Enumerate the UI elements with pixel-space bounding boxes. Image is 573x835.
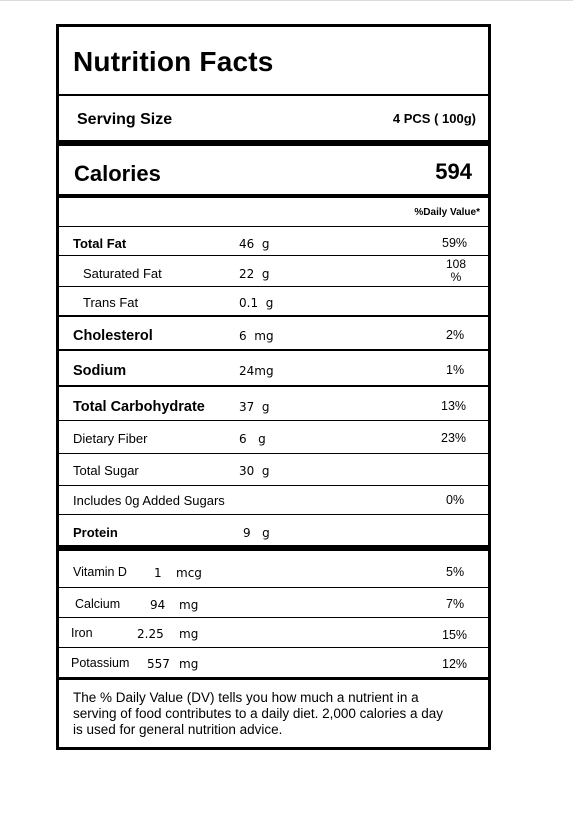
nutrient-name: Protein	[73, 525, 118, 540]
nutrient-dv: 2%	[446, 328, 465, 342]
divider	[59, 286, 488, 287]
divider	[59, 617, 488, 618]
nutrient-dv: 0%	[446, 493, 465, 507]
nutrient-amount: 24mg	[239, 364, 274, 378]
divider	[59, 315, 488, 317]
nutrient-amount: 9 g	[243, 526, 270, 540]
vitamin-amount: 557	[147, 657, 170, 671]
nutrient-dv: 1%	[446, 363, 465, 377]
nutrition-facts-label	[56, 24, 491, 750]
vitamin-amount: 2.25	[137, 627, 164, 641]
divider	[59, 647, 488, 648]
nutrient-amount: 22 g	[239, 267, 270, 281]
vitamin-name: Vitamin D	[73, 565, 127, 579]
divider	[59, 453, 488, 454]
vitamin-dv: 5%	[446, 565, 465, 579]
vitamin-unit: mg	[179, 627, 199, 641]
divider	[59, 420, 488, 421]
nutrient-dv: 108 %	[445, 257, 467, 284]
vitamin-amount: 1	[154, 566, 162, 580]
nutrient-name: Dietary Fiber	[73, 431, 148, 446]
vitamin-dv: 15%	[442, 628, 468, 642]
nutrient-name: Total Sugar	[73, 463, 139, 478]
nutrient-name: Includes 0g Added Sugars	[73, 493, 225, 508]
divider	[59, 349, 488, 351]
divider	[59, 255, 488, 256]
top-edge-line	[0, 0, 573, 1]
divider	[59, 385, 488, 387]
nutrient-amount: 30 g	[239, 464, 270, 478]
vitamin-dv: 12%	[442, 657, 468, 671]
vitamin-name: Potassium	[71, 656, 130, 670]
nutrient-amount: 46 g	[239, 237, 270, 251]
nutrient-name: Total Fat	[73, 236, 127, 251]
thick-divider	[59, 140, 488, 146]
divider	[59, 94, 488, 96]
divider	[59, 587, 488, 588]
nutrient-name: Trans Fat	[83, 295, 139, 310]
nutrient-name: Total Carbohydrate	[73, 399, 205, 415]
vitamin-unit: mg	[179, 598, 199, 612]
divider	[59, 514, 488, 515]
vitamin-unit: mg	[179, 657, 199, 671]
divider	[59, 485, 488, 486]
nutrient-name: Cholesterol	[73, 328, 153, 344]
vitamin-unit: mcg	[176, 566, 202, 580]
thick-divider	[59, 545, 488, 551]
daily-value-header: %Daily Value*	[414, 207, 480, 218]
vitamin-name: Calcium	[75, 597, 121, 611]
nutrient-amount: 6 g	[239, 432, 266, 446]
nutrient-dv: 23%	[441, 431, 467, 445]
nutrient-amount: 0.1 g	[239, 296, 274, 310]
nutrient-name: Saturated Fat	[83, 266, 162, 281]
nutrient-dv: 59%	[442, 236, 468, 250]
daily-value-footnote: The % Daily Value (DV) tells you how much a nutrient in a serving of food contributes to a daily diet. 2,000 calories a day is used for general nutrition advice.	[73, 690, 443, 737]
calories-value: 594	[435, 159, 472, 184]
vitamin-name: Iron	[71, 626, 93, 640]
divider	[59, 226, 488, 227]
serving-size-label: Serving Size	[77, 111, 173, 128]
vitamin-amount: 94	[150, 598, 166, 612]
thick-divider	[59, 677, 488, 680]
serving-size-value: 4 PCS ( 100g)	[392, 111, 476, 126]
nutrient-name: Sodium	[73, 363, 127, 379]
calories-label: Calories	[74, 161, 161, 186]
nutrient-amount: 37 g	[239, 400, 270, 414]
thick-divider	[59, 194, 488, 198]
nutrient-dv: 13%	[441, 399, 467, 413]
nutrient-amount: 6 mg	[239, 329, 274, 343]
vitamin-dv: 7%	[446, 597, 465, 611]
label-title: Nutrition Facts	[73, 46, 274, 77]
